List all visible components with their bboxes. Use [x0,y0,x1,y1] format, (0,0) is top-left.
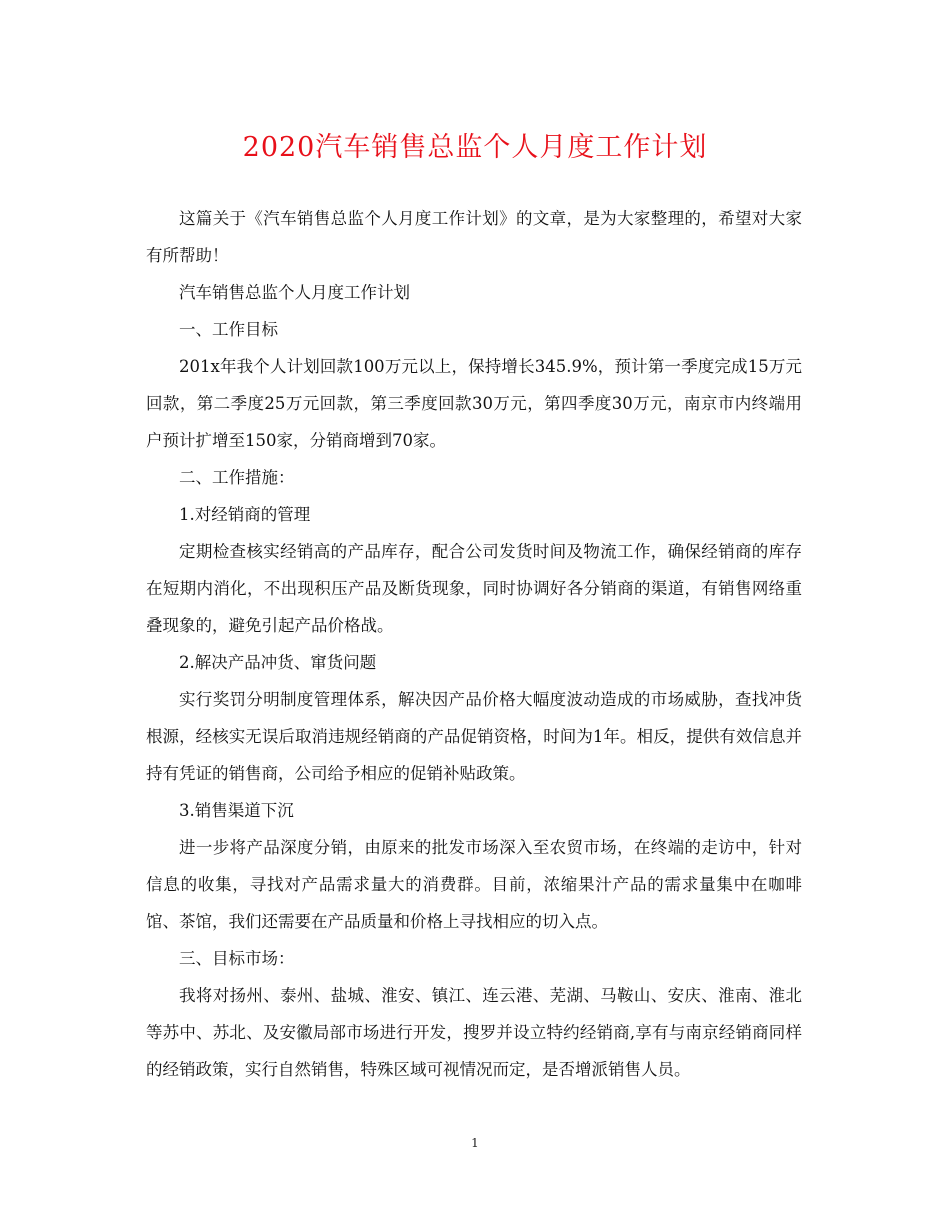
dealer-management-paragraph: 定期检查核实经销高的产品库存，配合公司发货时间及物流工作，确保经销商的库存在短期内消化，不出现积压产品及断货现象，同时协调好各分销商的渠道，有销售网络重叠现象的，避免引起产品价格战。 [146,542,802,635]
section-heading-measures: 二、工作措施： [179,468,295,487]
document-title: 2020汽车销售总监个人月度工作计划 [242,132,708,163]
document-body [146,200,802,1088]
page-number: 1 [471,1136,479,1150]
cross-selling-paragraph: 实行奖罚分明制度管理体系，解决因产品价格大幅度波动造成的市场威胁，查找冲货根源，经核实无误后取消违规经销商的产品促销资格，时间为1年。相反，提供有效信息并持有凭证的销售商，公司给予相应的促销补贴政策。 [146,690,802,783]
channel-sinking-paragraph: 进一步将产品深度分销，由原来的批发市场深入至农贸市场，在终端的走访中，针对信息的收集，寻找对产品需求量大的消费群。目前，浓缩果汁产品的需求量集中在咖啡馆、茶馆，我们还需要在产品质量和价格上寻找相应的切入点。 [146,838,802,931]
section-heading-target-market: 三、目标市场： [179,949,295,968]
subheading-cross-selling: 2.解决产品冲货、窜货问题 [179,653,377,672]
section-heading-goals: 一、工作目标 [179,320,278,339]
subheading-dealer-management: 1.对经销商的管理 [179,505,311,524]
subheading-channel-sinking: 3.销售渠道下沉 [179,801,294,820]
intro-paragraph: 这篇关于《汽车销售总监个人月度工作计划》的文章，是为大家整理的，希望对大家有所帮助！ [146,209,802,265]
subtitle-paragraph: 汽车销售总监个人月度工作计划 [179,283,410,302]
goals-paragraph: 201x年我个人计划回款100万元以上，保持增长345.9%，预计第一季度完成15万元回款，第二季度25万元回款，第三季度回款30万元，第四季度30万元，南京市内终端用户预计扩增至150家，分销商增到70家。 [146,357,802,450]
target-market-paragraph: 我将对扬州、泰州、盐城、淮安、镇江、连云港、芜湖、马鞍山、安庆、淮南、淮北等苏中、苏北、及安徽局部市场进行开发，搜罗并设立特约经销商,享有与南京经销商同样的经销政策，实行自然销售，特殊区域可视情况而定，是否增派销售人员。 [146,986,802,1079]
